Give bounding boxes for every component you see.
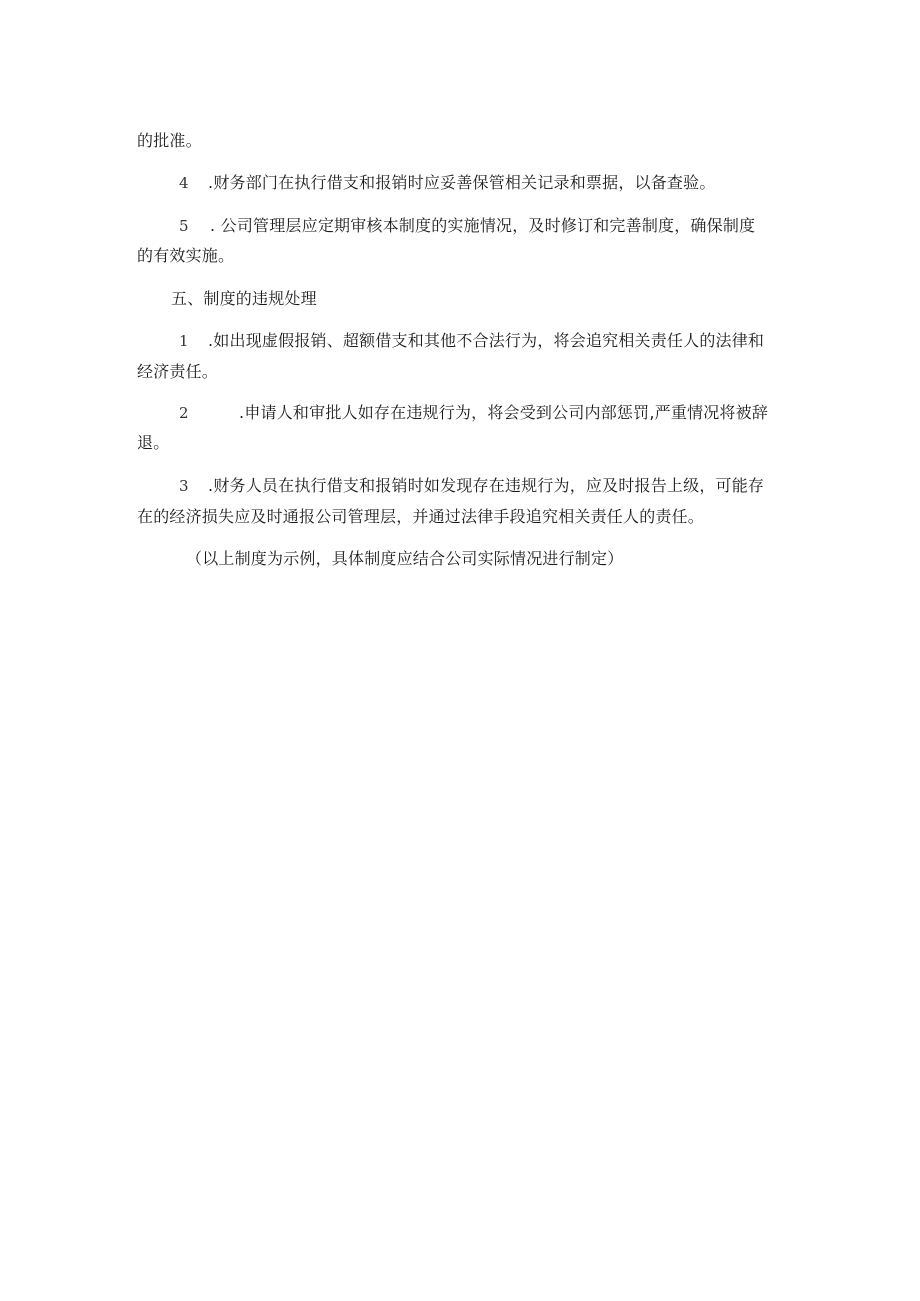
line-text: 在的经济损失应及时通报公司管理层，并通过法律手段追究相关责任人的责任。 — [137, 507, 705, 526]
list-item-1 — [179, 331, 787, 351]
line-text: .财务人员在执行借支和报销时如发现存在违规行为，应及时报告上级，可能存 — [208, 476, 765, 495]
footnote — [186, 549, 846, 569]
line-text: 的有效实施。 — [137, 246, 235, 265]
item-number: 4 — [179, 174, 189, 192]
line-text: 经济责任。 — [137, 362, 219, 381]
line-text: .如出现虚假报销、超额借支和其他不合法行为，将会追究相关责任人的法律和 — [208, 331, 765, 350]
paragraph-line — [137, 246, 797, 266]
item-number: 1 — [179, 332, 189, 350]
line-text: 退。 — [137, 433, 170, 452]
list-item-2 — [179, 403, 787, 423]
paragraph-line — [137, 362, 797, 382]
paragraph-line — [137, 507, 797, 527]
item-number: 5 — [179, 217, 189, 235]
section-title: 五、制度的违规处理 — [171, 289, 317, 308]
list-item-5 — [179, 216, 775, 236]
line-text: 的批准。 — [137, 131, 202, 150]
line-text: .财务部门在执行借支和报销时应妥善保管相关记录和票据，以备查验。 — [208, 173, 716, 192]
line-text: . 公司管理层应定期审核本制度的实施情况，及时修订和完善制度，确保制度 — [210, 216, 756, 235]
footnote-text: （以上制度为示例，具体制度应结合公司实际情况进行制定） — [186, 549, 624, 568]
line-text: .申请人和审批人如存在违规行为，将会受到公司内部惩罚,严重情况将被辞 — [239, 403, 769, 422]
paragraph-line — [137, 433, 797, 453]
list-item-4 — [179, 173, 739, 193]
item-number: 2 — [179, 404, 189, 422]
section-heading — [171, 289, 831, 309]
list-item-3 — [179, 476, 787, 496]
paragraph-line — [137, 131, 797, 151]
item-number: 3 — [179, 477, 189, 495]
